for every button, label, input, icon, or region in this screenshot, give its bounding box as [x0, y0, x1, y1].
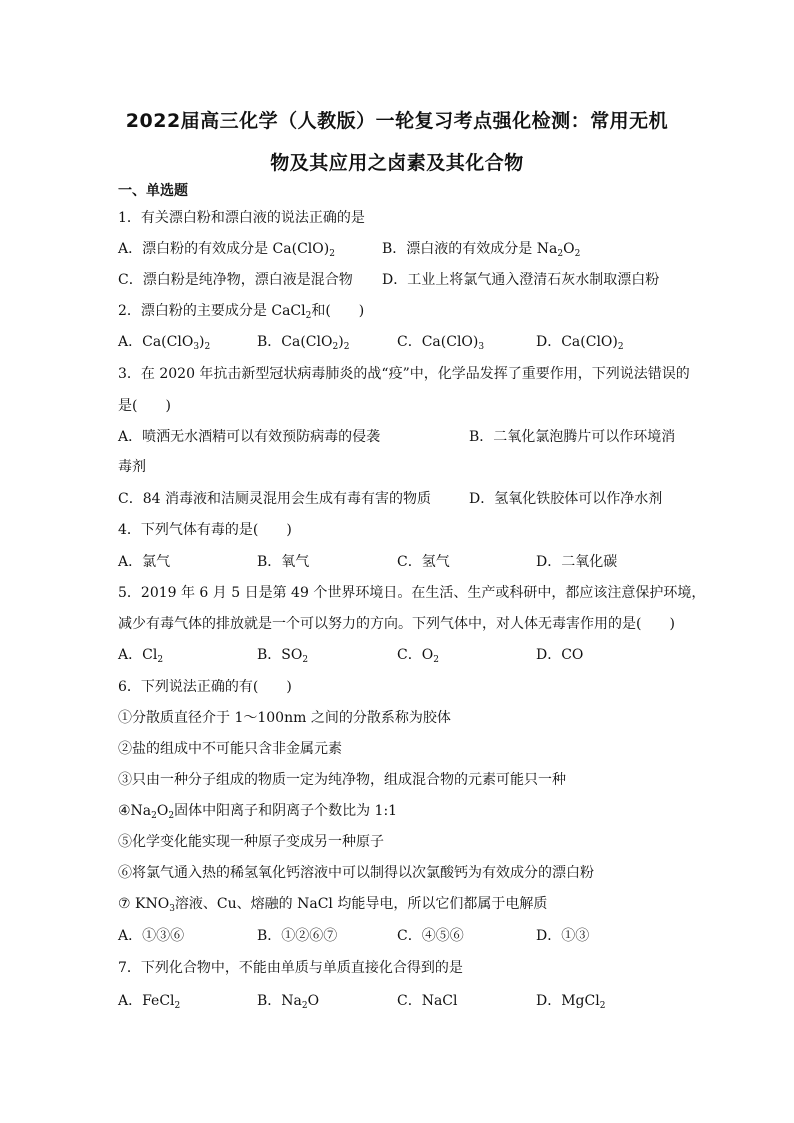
q5-stem-line2: 减少有毒气体的排放就是一个可以努力的方向。下列气体中，对人体无毒害作用的是( ) — [118, 616, 675, 632]
q4-option-a: A．氯气 — [118, 554, 171, 570]
q5-option-b: B．$SO_2$ — [257, 647, 309, 665]
q2-stem: 2．漂白粉的主要成分是 CaCl$_2$和( ) — [118, 303, 365, 321]
q1-option-a: A．漂白粉的有效成分是 $Ca(ClO)_2$ — [118, 241, 335, 259]
q3-option-c: C．84 消毒液和洁厕灵混用会生成有毒有害的物质 — [118, 491, 431, 507]
page-title-line1: 2022届高三化学（人教版）一轮复习考点强化检测：常用无机 — [125, 110, 669, 132]
q7-stem: 7．下列化合物中，不能由单质与单质直接化合得到的是 — [118, 960, 463, 976]
q6-option-c: C．④⑤⑥ — [397, 928, 464, 944]
q4-option-b: B．氧气 — [257, 554, 310, 570]
q3-option-b-continued: 毒剂 — [118, 459, 146, 475]
page-title-line2: 物及其应用之卤素及其化合物 — [270, 152, 524, 174]
q4-option-c: C．氢气 — [397, 554, 450, 570]
q6-statement-1: ①分散质直径介于 1～100nm 之间的分散系称为胶体 — [118, 710, 451, 726]
q7-option-a: A．FeCl$_2$ — [118, 993, 181, 1011]
q6-statement-6: ⑥将氯气通入热的稀氢氧化钙溶液中可以制得以次氯酸钙为有效成分的漂白粉 — [118, 865, 594, 881]
q6-stem: 6．下列说法正确的有( ) — [118, 679, 292, 695]
q1-option-c: C．漂白粉是纯净物，漂白液是混合物 — [118, 272, 353, 288]
q2-option-d: D．$Ca(ClO)_2$ — [536, 334, 624, 352]
q3-option-a: A．喷洒无水酒精可以有效预防病毒的侵袭 — [118, 429, 381, 445]
q3-stem-line1: 3．在 2020 年抗击新型冠状病毒肺炎的战“疫”中，化学品发挥了重要作用，下列说法错误的 — [118, 366, 690, 382]
q7-option-d: D．MgCl$_2$ — [536, 993, 606, 1011]
q5-option-c: C．$O_2$ — [397, 647, 439, 665]
q2-option-a: A．$Ca(ClO_3)_2$ — [118, 334, 211, 352]
q3-option-d: D．氢氧化铁胶体可以作净水剂 — [469, 491, 663, 507]
q6-option-b: B．①②⑥⑦ — [257, 928, 338, 944]
q6-statement-5: ⑤化学变化能实现一种原子变成另一种原子 — [118, 834, 384, 850]
q6-option-a: A．①③⑥ — [118, 928, 185, 944]
q3-option-b: B．二氧化氯泡腾片可以作环境消 — [469, 429, 676, 445]
q5-option-a: A．$Cl_2$ — [118, 647, 164, 665]
q6-statement-7: ⑦ $KNO_3$溶液、Cu、熔融的 NaCl 均能导电，所以它们都属于电解质 — [118, 896, 548, 914]
section-heading: 一、单选题 — [118, 183, 188, 199]
q6-option-d: D．①③ — [536, 928, 590, 944]
q4-option-d: D．二氧化碳 — [536, 554, 618, 570]
q2-option-c: C．$Ca(ClO)_3$ — [397, 334, 485, 352]
q3-stem-line2: 是( ) — [118, 398, 171, 414]
q4-stem: 4．下列气体有毒的是( ) — [118, 522, 292, 538]
q6-statement-2: ②盐的组成中不可能只含非金属元素 — [118, 741, 342, 757]
q5-stem-line1: 5．2019 年 6 月 5 日是第 49 个世界环境日。在生活、生产或科研中，都应该注意保护环境， — [118, 585, 706, 601]
q7-option-b: B．$Na_2O$ — [257, 993, 320, 1011]
q1-option-b: B．漂白液的有效成分是 $Na_2O_2$ — [382, 241, 581, 259]
q1-option-d: D．工业上将氯气通入澄清石灰水制取漂白粉 — [382, 272, 660, 288]
q5-option-d: D．CO — [536, 647, 584, 663]
q1-stem: 1．有关漂白粉和漂白液的说法正确的是 — [118, 210, 365, 226]
q7-option-c: C．NaCl — [397, 993, 458, 1009]
q6-statement-4: $④Na_2O_2$固体中阳离子和阴离子个数比为 1:1 — [118, 803, 398, 821]
q6-statement-3: ③只由一种分子组成的物质一定为纯净物，组成混合物的元素可能只一种 — [118, 772, 566, 788]
q2-option-b: B．$Ca(ClO_2)_2$ — [257, 334, 350, 352]
